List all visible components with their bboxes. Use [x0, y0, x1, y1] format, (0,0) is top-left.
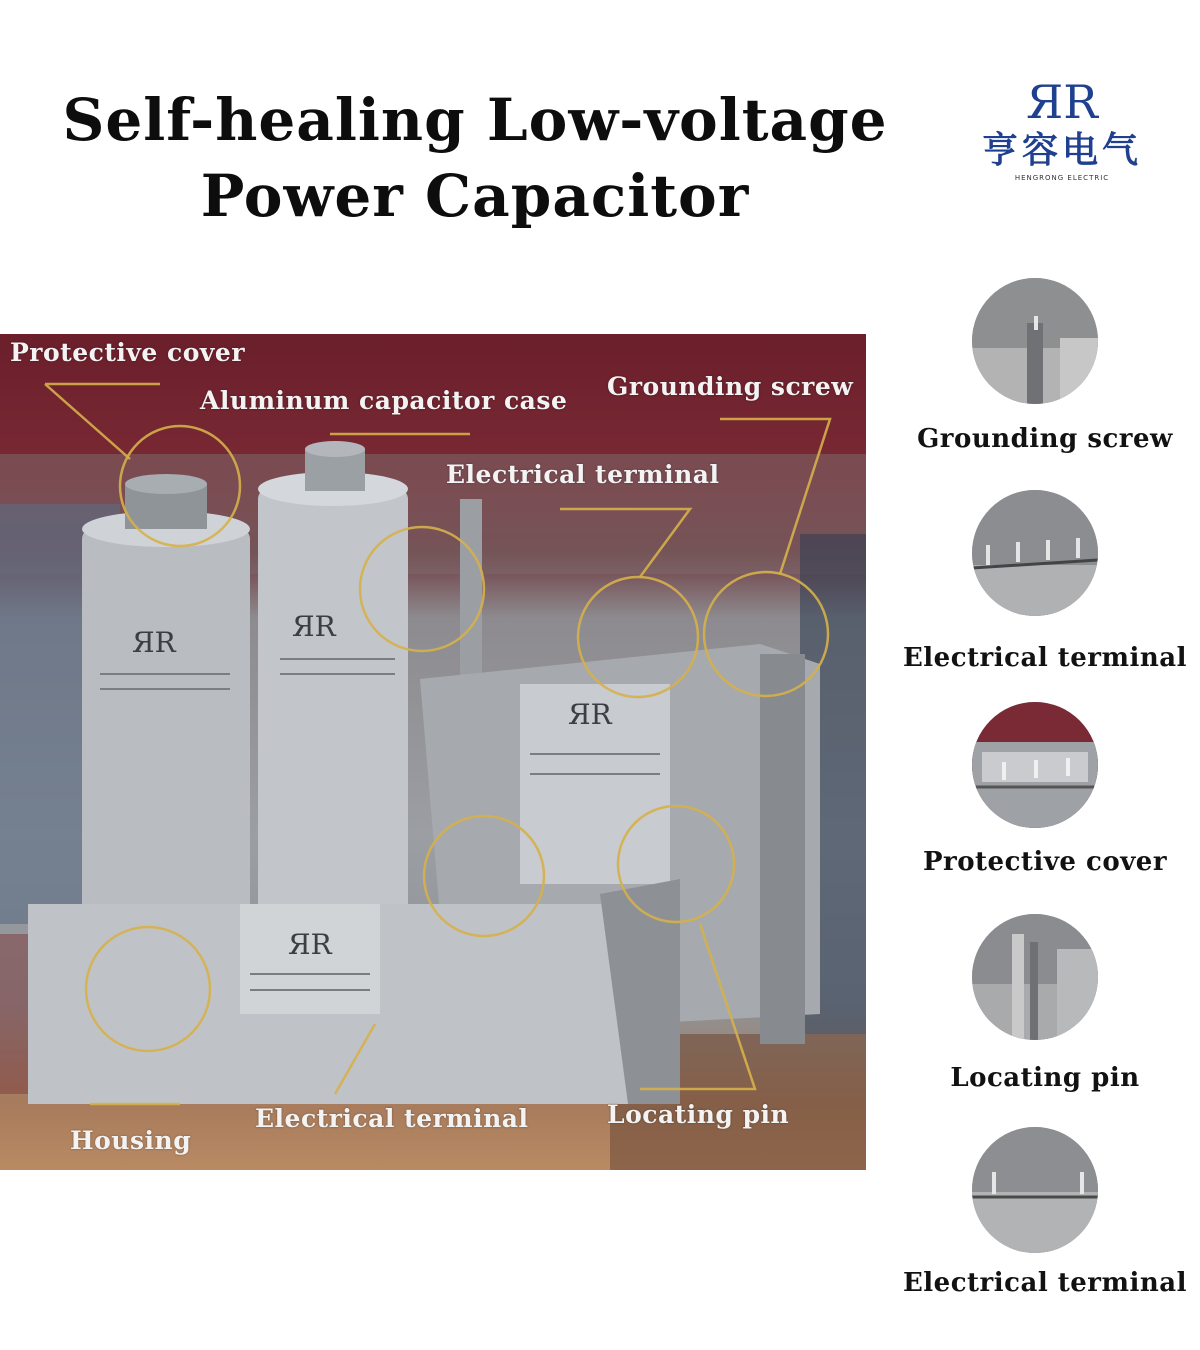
product-photo: [0, 334, 866, 1170]
page-title: [40, 82, 910, 234]
product-mark-4: ЯR: [288, 928, 332, 961]
locating-pin-label: Locating pin: [950, 1063, 1140, 1093]
grounding-screw-thumbnail: [972, 278, 1098, 404]
product-mark-3: ЯR: [568, 698, 612, 731]
logo-mark: ЯR: [1026, 75, 1098, 129]
callout-locating-pin: Locating pin: [607, 1100, 790, 1129]
grounding-screw-label: Grounding screw: [917, 424, 1173, 454]
logo-small-text: HENGRONG ELECTRIC: [1014, 174, 1110, 182]
callout-protective-cover: Protective cover: [10, 338, 246, 367]
title-line-1: Self-healing Low-voltage: [62, 86, 888, 154]
product-mark-2: ЯR: [292, 610, 336, 643]
capacitor-illustration: [0, 334, 866, 1170]
protective-cover-thumbnail: [972, 702, 1098, 828]
electrical-terminal-thumbnail-2: [972, 1127, 1098, 1253]
callout-housing: Housing: [70, 1126, 192, 1155]
electrical-terminal-label-2: Electrical terminal: [902, 1268, 1188, 1298]
electrical-terminal-label-1: Electrical terminal: [902, 643, 1188, 673]
locating-pin-thumbnail: [972, 914, 1098, 1040]
brand-logo: [955, 70, 1170, 185]
title-line-2: Power Capacitor: [200, 162, 750, 230]
logo-chinese-text: 亨容电气: [981, 130, 1143, 171]
callout-electrical-terminal-bottom: Electrical terminal: [255, 1104, 529, 1133]
callout-grounding-screw: Grounding screw: [607, 372, 854, 401]
electrical-terminal-thumbnail-1: [972, 490, 1098, 616]
protective-cover-label: Protective cover: [922, 847, 1168, 877]
product-mark-1: ЯR: [132, 626, 176, 659]
callout-electrical-terminal-top: Electrical terminal: [446, 460, 720, 489]
callout-aluminum-capacitor-case: Aluminum capacitor case: [200, 386, 568, 415]
